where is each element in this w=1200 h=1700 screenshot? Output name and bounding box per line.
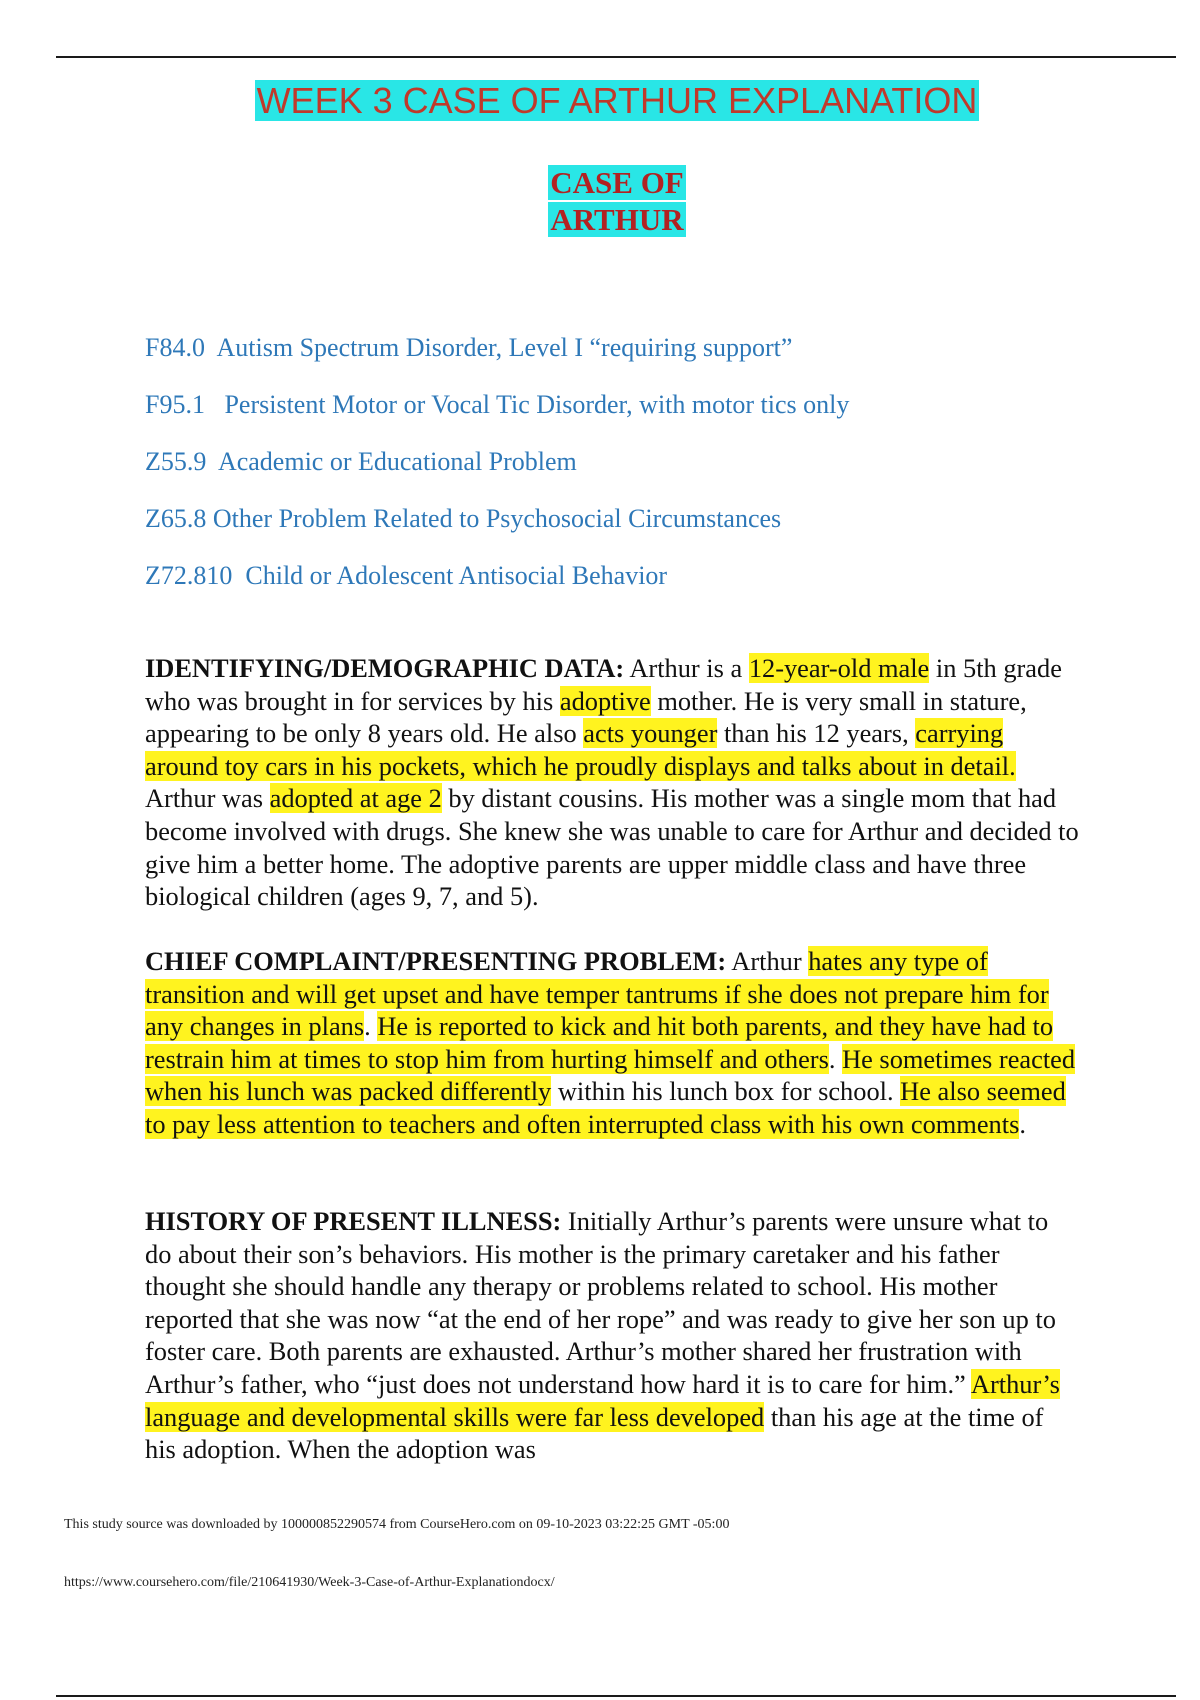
highlighted-text: He sometimes reacted when his lunch was packed differently	[145, 1043, 1076, 1107]
diagnosis-list	[145, 332, 1125, 617]
highlighted-text: adoptive	[559, 685, 651, 716]
diagnosis-item: Z65.8 Other Problem Related to Psychosocial Circumstances	[145, 504, 782, 533]
highlighted-text: acts younger	[583, 718, 718, 749]
highlighted-text: 12-year-old male	[748, 653, 930, 683]
highlighted-text: carrying around toy cars in his pockets, which he proudly displays and talks about in detail.	[145, 718, 1016, 781]
section-heading: HISTORY OF PRESENT ILLNESS:	[145, 1206, 562, 1236]
diagnosis-item: F95.1 Persistent Motor or Vocal Tic Disorder, with motor tics only	[145, 390, 850, 419]
case-title-line-2: ARTHUR	[550, 202, 684, 237]
top-rule	[56, 56, 1176, 58]
section-heading: CHIEF COMPLAINT/PRESENTING PROBLEM:	[145, 946, 727, 976]
case-title	[0, 164, 1200, 238]
diagnosis-item: F84.0 Autism Spectrum Disorder, Level I “requiring support”	[145, 333, 793, 362]
document-title: WEEK 3 CASE OF ARTHUR EXPLANATION	[256, 80, 978, 121]
identifying-data-section: IDENTIFYING/DEMOGRAPHIC DATA: Arthur is a 12-year-old male in 5th grade who was brought in for services by his adoptive mother. He is very small in stature, appearing to be only 8 years old. He also acts younger than his 12 years, carrying around toy cars in his pockets, which he proudly displays and talks about in detail. Arthur was adopted at age 2 by distant cousins. His mother was a single mom that had become involved with drugs. She knew she was unable to care for Arthur and decided to give him a better home. The adoptive parents are upper middle class and have three biological children (ages 9, 7, and 5).	[145, 653, 1079, 912]
diagnosis-item: Z72.810 Child or Adolescent Antisocial Behavior	[145, 561, 668, 590]
source-url[interactable]: https://www.coursehero.com/file/210641930/Week-3-Case-of-Arthur-Explanationdocx/	[64, 1575, 555, 1590]
download-source-note: This study source was downloaded by 100000852290574 from CourseHero.com on 09-10-2023 03:22:25 GMT -05:00	[64, 1517, 730, 1532]
highlighted-text: hates any type of transition and will get upset and have temper tantrums if she does not prepare him for any changes in plans	[145, 946, 1049, 1042]
chief-complaint-section: CHIEF COMPLAINT/PRESENTING PROBLEM: Arthur hates any type of transition and will get upset and have temper tantrums if she does not prepare him for any changes in plans. He is reported to kick and hit both parents, and they have had to restrain him at times to stop him from hurting himself and others. He sometimes reacted when his lunch was packed differently within his lunch box for school. He also seemed to pay less attention to teachers and often interrupted class with his own comments.	[145, 946, 1076, 1139]
highlighted-text: He is reported to kick and hit both parents, and they have had to restrain him at times to stop him from hurting himself and others	[145, 1011, 1054, 1074]
highlighted-text: He also seemed to pay less attention to teachers and often interrupted class with his own comments	[145, 1076, 1066, 1139]
diagnosis-item: Z55.9 Academic or Educational Problem	[145, 447, 577, 476]
bottom-rule	[56, 1695, 1176, 1697]
highlighted-text: Arthur’s language and developmental skills were far less developed	[145, 1368, 1060, 1432]
highlighted-text: adopted at age 2	[269, 783, 442, 814]
case-title-line-1: CASE OF	[550, 165, 684, 200]
history-section: HISTORY OF PRESENT ILLNESS: Initially Arthur’s parents were unsure what to do about their son’s behaviors. His mother is the primary caretaker and his father thought she should handle any therapy or problems related to school. His mother reported that she was now “at the end of her rope” and was ready to give her son up to foster care. Both parents are exhausted. Arthur’s mother shared her frustration with Arthur’s father, who “just does not understand how hard it is to care for him.” Arthur’s language and developmental skills were far less developed than his age at the time of his adoption. When the adoption was	[145, 1206, 1060, 1465]
section-heading: IDENTIFYING/DEMOGRAPHIC DATA:	[145, 653, 625, 683]
